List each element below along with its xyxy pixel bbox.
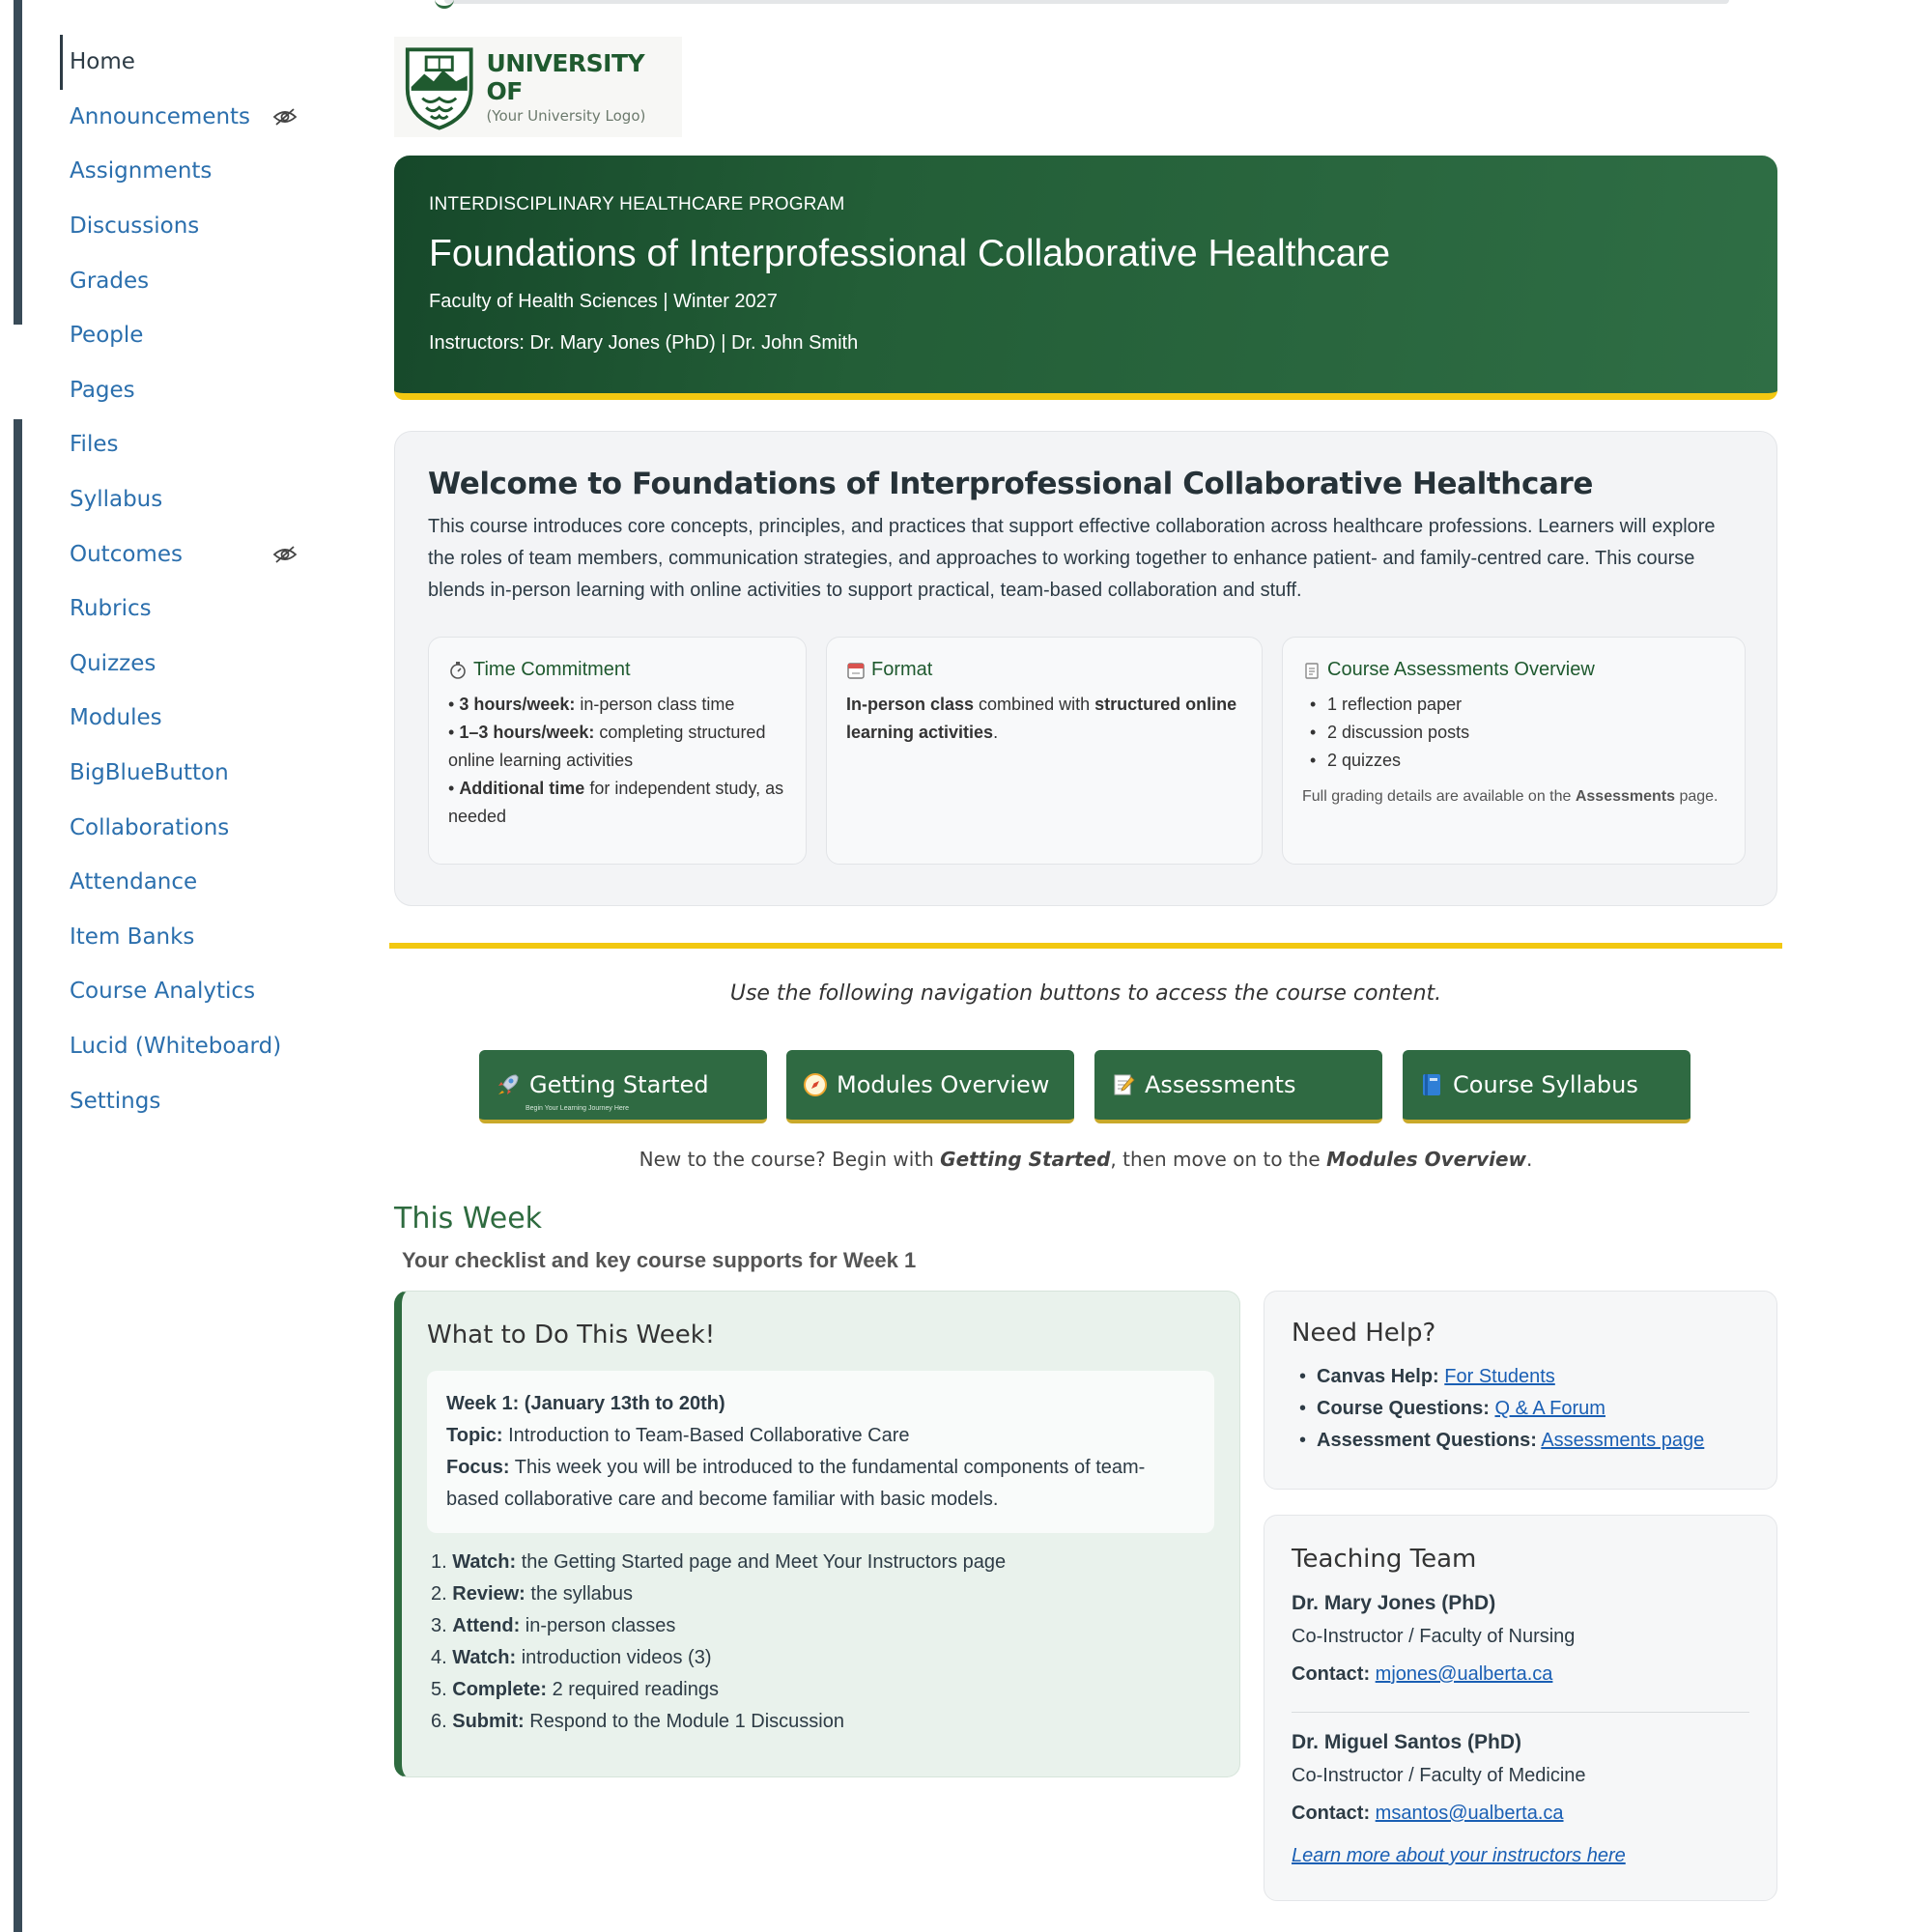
course-syllabus-button[interactable]	[1403, 1050, 1690, 1123]
nav-item-label: Rubrics	[70, 596, 152, 622]
nav-item-label: Home	[70, 49, 135, 75]
topic-text: Introduction to Team-Based Collaborative Care	[502, 1425, 910, 1446]
memo-icon	[1110, 1071, 1137, 1098]
time-item: • 3 hours/week: in-person class time	[448, 695, 735, 714]
hint-bold: Getting Started	[940, 1148, 1111, 1171]
help-item	[1292, 1393, 1749, 1425]
grading-note-text: page.	[1675, 788, 1719, 805]
task-number: 5.	[431, 1679, 447, 1700]
assessment-item: • 1 reflection paper	[1302, 691, 1725, 719]
nav-item-label: Announcements	[70, 103, 251, 129]
week-label: Week 1: (January 13th to 20th)	[446, 1393, 725, 1414]
contact-label: Contact:	[1292, 1663, 1371, 1685]
task-text: the Getting Started page and Meet Your Instructors page	[516, 1551, 1007, 1573]
nav-item-announcements[interactable]	[60, 90, 311, 145]
course-faculty-term: Faculty of Health Sciences | Winter 2027	[429, 291, 778, 312]
course-instructors: Instructors: Dr. Mary Jones (PhD) | Dr. John Smith	[429, 332, 859, 354]
task-item	[431, 1578, 1214, 1610]
nav-item-settings[interactable]	[60, 1073, 311, 1128]
nav-item-modules[interactable]	[60, 691, 311, 746]
course-title: Foundations of Interprofessional Collaborative Healthcare	[429, 233, 1391, 274]
course-banner	[394, 156, 1777, 400]
task-item	[431, 1706, 1214, 1738]
stopwatch-icon	[448, 661, 468, 680]
help-item	[1292, 1361, 1749, 1393]
nav-item-attendance[interactable]	[60, 855, 311, 910]
hint-text: New to the course? Begin with	[639, 1148, 941, 1171]
need-help-title: Need Help?	[1292, 1319, 1436, 1348]
nav-item-syllabus[interactable]	[60, 472, 311, 527]
hidden-eye-icon	[272, 107, 298, 127]
instructor-name: Dr. Mary Jones (PhD)	[1292, 1592, 1496, 1614]
topic-label: Topic:	[446, 1425, 503, 1446]
teaching-team-title: Teaching Team	[1292, 1545, 1477, 1574]
nav-item-home[interactable]	[60, 35, 311, 90]
instructor-profile	[1292, 1726, 1749, 1830]
format-title: Format	[871, 659, 933, 680]
help-label: Canvas Help:	[1317, 1366, 1439, 1387]
nav-item-label: Quizzes	[70, 650, 156, 676]
assessments-button[interactable]	[1094, 1050, 1382, 1123]
format-bold: structured online learning activities	[846, 695, 1237, 742]
compass-icon	[802, 1071, 829, 1098]
rocket-icon	[495, 1071, 522, 1098]
grading-note-bold: Assessments	[1575, 788, 1676, 805]
nav-item-label: Syllabus	[70, 487, 163, 513]
time-item-text: in-person class time	[575, 695, 735, 714]
learn-more-instructors-link[interactable]: Learn more about your instructors here	[1292, 1845, 1626, 1866]
nav-item-quizzes[interactable]	[60, 637, 311, 692]
instructor-email-link[interactable]: mjones@ualberta.ca	[1375, 1663, 1553, 1685]
canvas-help-link[interactable]: For Students	[1444, 1366, 1555, 1387]
course-syllabus-label: Course Syllabus	[1453, 1071, 1638, 1098]
contact-label: Contact:	[1292, 1803, 1371, 1824]
task-item	[431, 1642, 1214, 1674]
task-number: 1.	[431, 1551, 447, 1573]
modules-overview-label: Modules Overview	[837, 1071, 1050, 1098]
program-label: INTERDISCIPLINARY HEALTHCARE PROGRAM	[429, 194, 845, 214]
nav-item-discussions[interactable]	[60, 199, 311, 254]
nav-item-label: Assignments	[70, 158, 213, 185]
getting-started-button[interactable]	[479, 1050, 767, 1123]
book-icon	[1418, 1071, 1445, 1098]
teaching-team-card	[1264, 1515, 1777, 1901]
nav-item-label: Attendance	[70, 869, 198, 895]
calendar-icon	[846, 661, 866, 680]
task-number: 4.	[431, 1647, 447, 1668]
nav-item-label: Modules	[70, 705, 162, 731]
instructor-email-link[interactable]: msantos@ualberta.ca	[1375, 1803, 1564, 1824]
logo-title: UNIVERSITY OF	[486, 49, 645, 105]
this-week-title: This Week	[394, 1202, 543, 1236]
university-crest-icon	[402, 43, 476, 131]
help-label: Course Questions:	[1317, 1398, 1490, 1419]
nav-item-course-analytics[interactable]	[60, 964, 311, 1019]
task-verb: Watch:	[452, 1551, 517, 1573]
assessment-item: • 2 quizzes	[1302, 747, 1725, 775]
nav-item-label: Pages	[70, 377, 135, 403]
nav-item-label: Grades	[70, 268, 150, 294]
task-number: 2.	[431, 1583, 447, 1605]
time-item-text: for independent study, as needed	[448, 779, 784, 826]
task-item	[431, 1610, 1214, 1642]
time-commitment-card	[428, 637, 807, 865]
task-verb: Attend:	[452, 1615, 521, 1636]
task-text: the syllabus	[525, 1583, 634, 1605]
task-verb: Complete:	[452, 1679, 548, 1700]
task-verb: Review:	[452, 1583, 526, 1605]
task-number: 3.	[431, 1615, 447, 1636]
nav-item-label: Collaborations	[70, 814, 230, 840]
task-text: introduction videos (3)	[516, 1647, 712, 1668]
navigation-prompt: Use the following navigation buttons to access the course content.	[729, 981, 1442, 1006]
grading-note	[1302, 782, 1725, 810]
task-text: in-person classes	[520, 1615, 676, 1636]
format-card	[826, 637, 1263, 865]
format-text	[846, 691, 1242, 747]
time-item-bold: Additional time	[459, 779, 585, 798]
nav-item-outcomes[interactable]	[60, 526, 311, 582]
time-item: • Additional time for independent study, as needed	[448, 779, 784, 826]
global-nav-edge	[14, 0, 22, 325]
instructor-profile	[1292, 1587, 1749, 1690]
hint-bold: Modules Overview	[1326, 1148, 1526, 1171]
hint-text: .	[1525, 1148, 1533, 1171]
time-item-bold: 3 hours/week:	[459, 695, 576, 714]
getting-started-label: Getting Started	[529, 1071, 709, 1098]
section-divider	[389, 943, 1782, 949]
task-item	[431, 1547, 1214, 1578]
global-nav-edge	[14, 419, 22, 1932]
instructor-role: Co-Instructor / Faculty of Nursing	[1292, 1626, 1576, 1647]
nav-item-label: People	[70, 323, 144, 349]
welcome-intro: This course introduces core concepts, principles, and practices that support effective collaboration across healthcare professions. Learners will explore the roles of team members, communication strategies, and approaches to working together to enhance patient- and family-centred care. This course blends in-person learning with online activities to support practical, team-based collaboration and stuff.	[428, 516, 1716, 601]
instructor-role: Co-Instructor / Faculty of Medicine	[1292, 1765, 1586, 1786]
qa-forum-link[interactable]: Q & A Forum	[1494, 1398, 1605, 1419]
nav-item-files[interactable]	[60, 417, 311, 472]
task-text: Respond to the Module 1 Discussion	[524, 1711, 844, 1732]
modules-overview-button[interactable]	[786, 1050, 1074, 1123]
hidden-eye-icon	[272, 545, 298, 564]
time-commitment-title: Time Commitment	[473, 659, 631, 680]
getting-started-caption: Begin Your Learning Journey Here	[526, 1105, 630, 1112]
nav-item-bigbluebutton[interactable]	[60, 746, 311, 801]
nav-item-label: BigBlueButton	[70, 760, 229, 786]
task-list	[427, 1547, 1214, 1738]
clipboard-icon	[1302, 661, 1321, 680]
nav-item-label: Discussions	[70, 213, 200, 240]
task-text: 2 required readings	[547, 1679, 719, 1700]
format-text-part: combined with	[974, 695, 1095, 714]
nav-item-lucid-whiteboard[interactable]	[60, 1019, 311, 1074]
weekly-todo-card	[394, 1291, 1240, 1777]
university-logo	[394, 37, 682, 137]
format-bold: In-person class	[846, 695, 975, 714]
nav-item-label: Lucid (Whiteboard)	[70, 1033, 282, 1059]
nav-item-assignments[interactable]	[60, 144, 311, 199]
task-verb: Watch:	[452, 1647, 517, 1668]
help-item	[1292, 1425, 1749, 1457]
task-verb: Submit:	[452, 1711, 525, 1732]
assessments-overview-card	[1282, 637, 1746, 865]
course-navigation	[60, 35, 311, 1128]
nav-item-pages[interactable]	[60, 363, 311, 418]
assessment-item: • 2 discussion posts	[1302, 719, 1725, 747]
nav-item-people[interactable]	[60, 308, 311, 363]
focus-label: Focus:	[446, 1457, 510, 1478]
need-help-card	[1264, 1291, 1777, 1490]
this-week-subtitle: Your checklist and key course supports for Week 1	[402, 1248, 917, 1272]
focus-text: This week you will be introduced to the fundamental components of team-based collaborative care and become familiar with basic models.	[446, 1457, 1146, 1510]
navigation-hint	[394, 1148, 1777, 1171]
nav-item-label: Files	[70, 432, 119, 458]
assessments-page-link[interactable]: Assessments page	[1541, 1430, 1705, 1451]
logo-subtitle: (Your University Logo)	[486, 107, 646, 125]
nav-item-label: Course Analytics	[70, 979, 256, 1005]
help-label: Assessment Questions:	[1317, 1430, 1537, 1451]
instructor-name: Dr. Miguel Santos (PhD)	[1292, 1731, 1522, 1753]
task-item	[431, 1674, 1214, 1706]
top-divider	[444, 0, 1729, 4]
nav-item-label: Settings	[70, 1088, 161, 1114]
nav-item-label: Outcomes	[70, 541, 183, 567]
format-text-part: .	[993, 723, 999, 742]
time-item: • 1–3 hours/week: completing structured online learning activities	[448, 723, 766, 770]
hint-text: , then move on to the	[1110, 1148, 1327, 1171]
nav-item-collaborations[interactable]	[60, 800, 311, 855]
time-item-bold: 1–3 hours/week:	[459, 723, 595, 742]
nav-item-label: Item Banks	[70, 923, 195, 950]
welcome-heading: Welcome to Foundations of Interprofessional Collaborative Healthcare	[428, 467, 1593, 501]
nav-item-rubrics[interactable]	[60, 582, 311, 637]
assessments-overview-title: Course Assessments Overview	[1327, 659, 1595, 680]
nav-item-grades[interactable]	[60, 253, 311, 308]
week-summary	[427, 1371, 1214, 1533]
assessments-label: Assessments	[1145, 1071, 1296, 1098]
task-number: 6.	[431, 1711, 447, 1732]
nav-item-item-banks[interactable]	[60, 910, 311, 965]
welcome-card	[394, 431, 1777, 906]
team-divider	[1292, 1712, 1749, 1713]
todo-title: What to Do This Week!	[427, 1321, 716, 1350]
grading-note-text: Full grading details are available on the	[1302, 788, 1576, 805]
time-item-text: completing structured online learning activities	[448, 723, 766, 770]
